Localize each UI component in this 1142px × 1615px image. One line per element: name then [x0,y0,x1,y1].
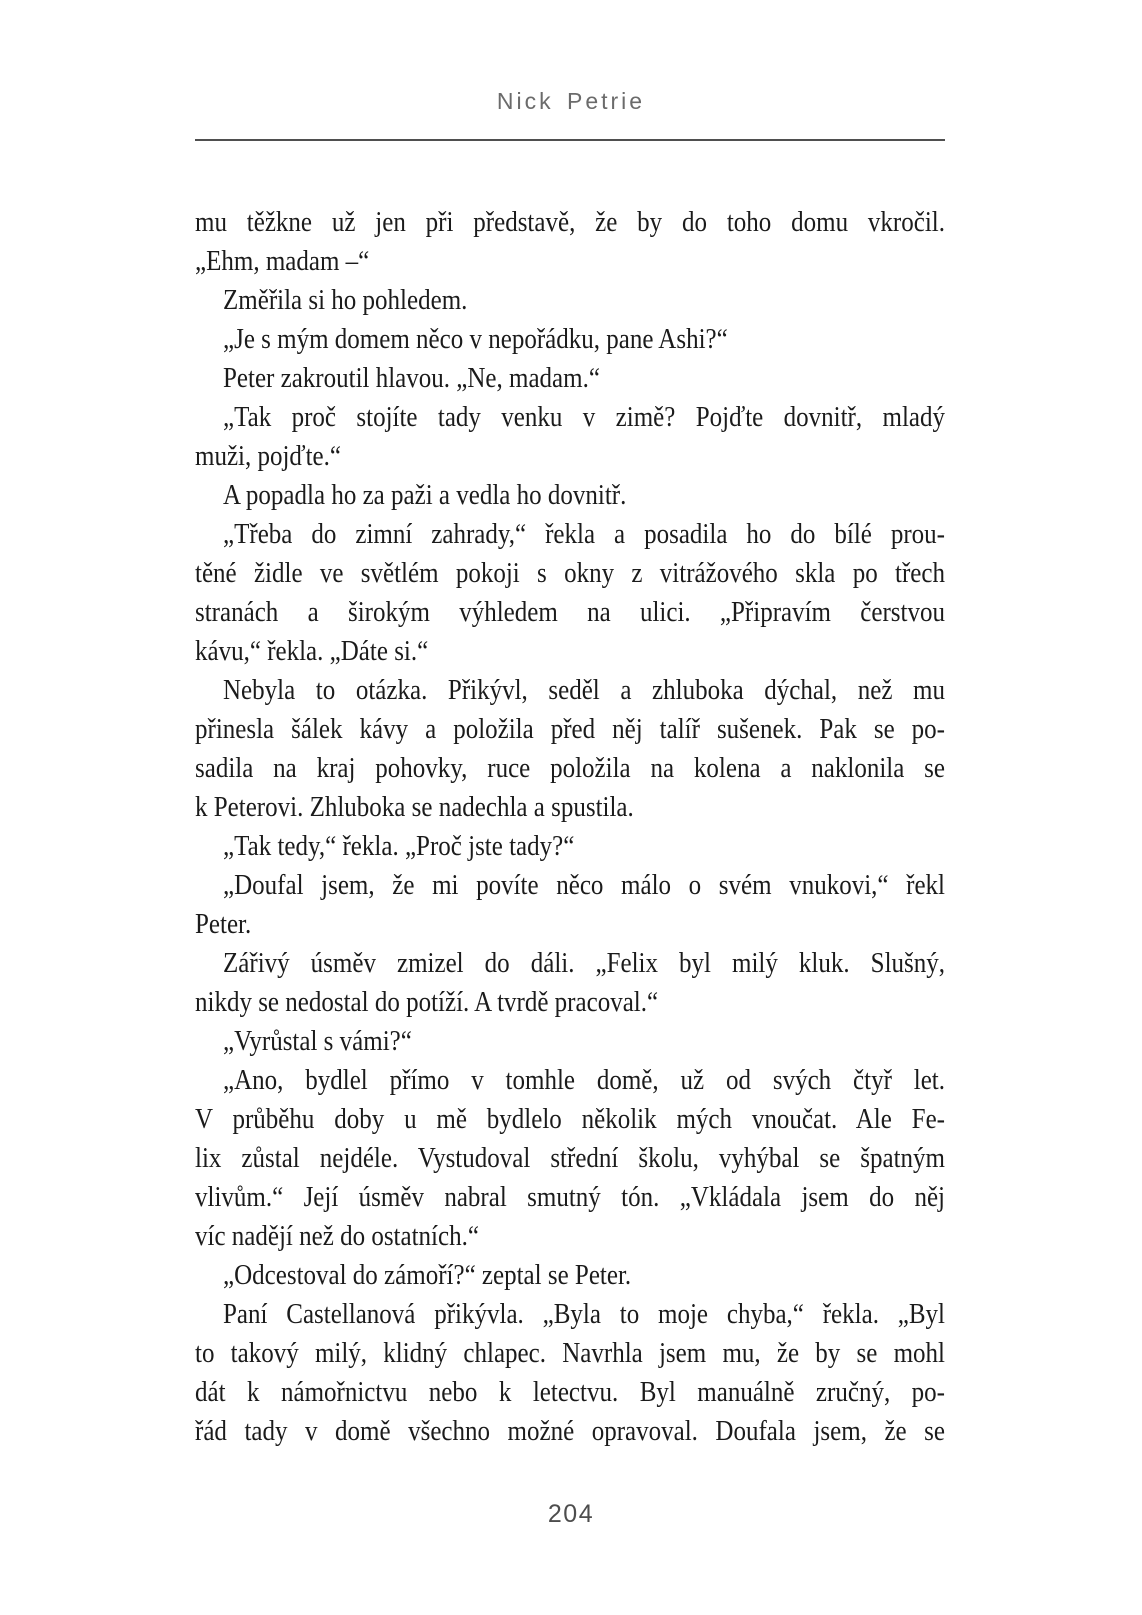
text-line: „Je s mým domem něco v nepořádku, pane Ashi?“ [223,323,728,355]
paragraph [195,1022,945,1061]
text-line: „Ano, bydlel přímo v tomhle domě, už od svých čtyř let. [223,1064,945,1096]
text-line: „Doufal jsem, že mi povíte něco málo o svém vnukovi,“ řekl [223,869,945,901]
text-line: přinesla šálek kávy a položila před něj talíř sušenek. Pak se po- [195,713,945,745]
paragraph [195,944,945,1022]
text-line: „Vyrůstal s vámi?“ [223,1025,412,1057]
text-line: „Odcestoval do zámoří?“ zeptal se Peter. [223,1259,632,1291]
text-line: Paní Castellanová přikývla. „Byla to moje chyba,“ řekla. „Byl [223,1298,945,1330]
header-rule [195,139,945,141]
text-line: dát k námořnictvu nebo k letectvu. Byl manuálně zručný, po- [195,1376,945,1408]
text-line: muži, pojďte.“ [195,440,341,472]
text-line: řád tady v domě všechno možné opravoval. Doufala jsem, že se [195,1415,945,1447]
text-line: nikdy se nedostal do potíží. A tvrdě pracoval.“ [195,986,659,1018]
text-line: vlivům.“ Její úsměv nabral smutný tón. „Vkládala jsem do něj [195,1181,945,1213]
text-line: A popadla ho za paži a vedla ho dovnitř. [223,479,627,511]
paragraph [195,476,945,515]
text-line: k Peterovi. Zhluboka se nadechla a spustila. [195,791,634,823]
text-line: Nebyla to otázka. Přikývl, seděl a zhluboka dýchal, než mu [223,674,945,706]
text-line: „Tak proč stojíte tady venku v zimě? Pojďte dovnitř, mladý [223,401,945,433]
paragraph [195,827,945,866]
paragraph [195,281,945,320]
text-line: stranách a širokým výhledem na ulici. „Připravím čerstvou [195,596,945,628]
text-line: kávu,“ řekla. „Dáte si.“ [195,635,429,667]
text-line: V průběhu doby u mě bydlelo několik mých vnoučat. Ale Fe- [195,1103,945,1135]
text-line: to takový milý, klidný chlapec. Navrhla jsem mu, že by se mohl [195,1337,945,1369]
text-line: Změřila si ho pohledem. [223,284,468,316]
paragraph [195,203,945,281]
paragraph [195,398,945,476]
text-line: lix zůstal nejdéle. Vystudoval střední školu, vyhýbal se špatným [195,1142,945,1174]
text-line: „Třeba do zimní zahrady,“ řekla a posadila ho do bílé prou- [223,518,945,550]
page-number: 204 [547,1500,595,1528]
body-text [195,203,945,1451]
paragraph [195,1061,945,1256]
text-line: Peter zakroutil hlavou. „Ne, madam.“ [223,362,600,394]
paragraph [195,1256,945,1295]
paragraph [195,515,945,671]
paragraph [195,1295,945,1451]
text-line: těné židle ve světlém pokoji s okny z vitrážového skla po třech [195,557,945,589]
text-line: „Tak tedy,“ řekla. „Proč jste tady?“ [223,830,575,862]
text-line: Zářivý úsměv zmizel do dáli. „Felix byl milý kluk. Slušný, [223,947,945,979]
text-line: „Ehm, madam –“ [195,245,370,277]
paragraph [195,866,945,944]
paragraph [195,320,945,359]
text-line: víc nadějí než do ostatních.“ [195,1220,479,1252]
running-header: Nick Petrie [496,88,646,114]
text-line: Peter. [195,908,252,940]
text-line: mu těžkne už jen při představě, že by do toho domu vkročil. [195,206,945,238]
text-line: sadila na kraj pohovky, ruce položila na kolena a naklonila se [195,752,945,784]
paragraph [195,359,945,398]
paragraph [195,671,945,827]
